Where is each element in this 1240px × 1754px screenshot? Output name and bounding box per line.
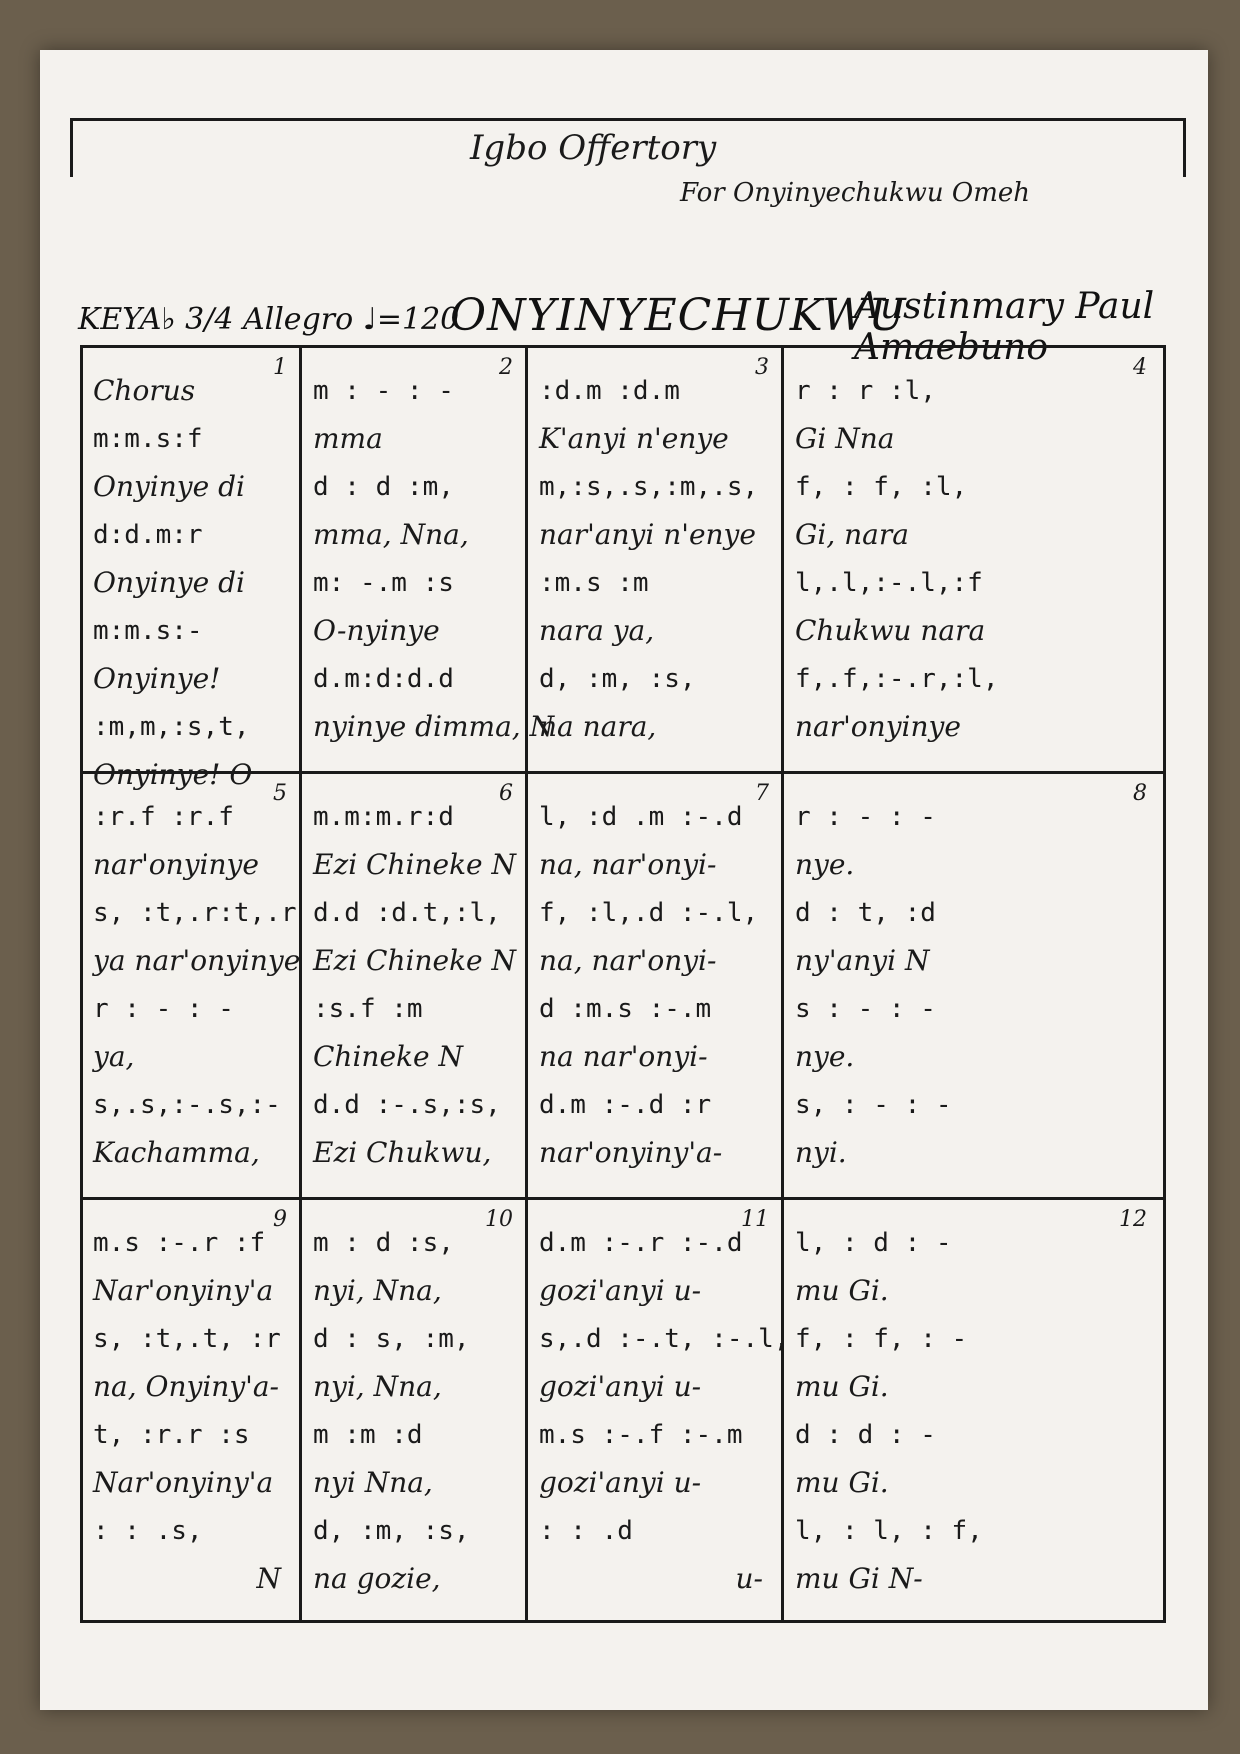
lyric-line: Onyinye! O bbox=[93, 758, 253, 791]
solfa-line: d.m :-.d :r bbox=[539, 1090, 712, 1120]
lyric-line: u- bbox=[735, 1562, 763, 1595]
lyric-line: K'anyi n'enye bbox=[539, 422, 729, 455]
lyric-line: mu Gi. bbox=[795, 1466, 889, 1499]
lyric-line: Nar'onyiny'a bbox=[93, 1466, 274, 1499]
lyric-line: na nar'onyi- bbox=[539, 1040, 708, 1073]
solfa-line: r : - : - bbox=[795, 802, 936, 832]
lyric-line: nyi, Nna, bbox=[313, 1370, 442, 1403]
solfa-line: d, :m, :s, bbox=[539, 664, 696, 694]
measure-5 bbox=[83, 777, 301, 1177]
solfa-line: :r.f :r.f bbox=[93, 802, 234, 832]
grid-line bbox=[83, 1197, 1163, 1200]
measure-3 bbox=[529, 351, 779, 751]
lyric-line: nye. bbox=[795, 1040, 855, 1073]
solfa-line: l,.l,:-.l,:f bbox=[795, 568, 983, 598]
lyric-line: gozi'anyi u- bbox=[539, 1466, 702, 1499]
lyric-line: na gozie, bbox=[313, 1562, 441, 1595]
solfa-line: m.m:m.r:d bbox=[313, 802, 454, 832]
lyric-line: Gi Nna bbox=[795, 422, 895, 455]
solfa-line: m : d :s, bbox=[313, 1228, 454, 1258]
measure-lines bbox=[795, 793, 1151, 1177]
measure-2 bbox=[303, 351, 555, 751]
solfa-line: m:m.s:- bbox=[93, 616, 203, 646]
measure-lines bbox=[795, 367, 1151, 751]
measure-6 bbox=[303, 777, 523, 1177]
measure-lines bbox=[539, 793, 773, 1177]
measure-lines bbox=[795, 1219, 1151, 1603]
measure-lines bbox=[93, 793, 301, 1177]
solfa-line: f,.f,:-.r,:l, bbox=[795, 664, 999, 694]
solfa-line: d.d :-.s,:s, bbox=[313, 1090, 501, 1120]
solfa-line: :m.s :m bbox=[539, 568, 649, 598]
measure-label: Chorus bbox=[93, 374, 196, 407]
solfa-line: d.m :-.r :-.d bbox=[539, 1228, 743, 1258]
measure-number: 9 bbox=[273, 1207, 287, 1232]
measure-7 bbox=[529, 777, 779, 1177]
grid-line bbox=[83, 345, 1163, 348]
measure-number: 7 bbox=[755, 781, 769, 806]
lyric-line: Chineke N bbox=[313, 1040, 463, 1073]
lyric-line: nyinye dimma, N bbox=[313, 710, 555, 743]
measure-number: 11 bbox=[741, 1207, 769, 1232]
solfa-line: s : - : - bbox=[795, 994, 936, 1024]
solfa-line: f, :l,.d :-.l, bbox=[539, 898, 759, 928]
lyric-line: na, nar'onyi- bbox=[539, 944, 717, 977]
measure-8 bbox=[785, 777, 1157, 1177]
lyric-line: Nar'onyiny'a bbox=[93, 1274, 274, 1307]
score-header bbox=[78, 282, 1188, 368]
solfa-line: m,:s,.s,:m,.s, bbox=[539, 472, 759, 502]
measure-number: 2 bbox=[499, 355, 513, 380]
solfa-line: d : s, :m, bbox=[313, 1324, 470, 1354]
lyric-line: nara ya, bbox=[539, 614, 655, 647]
solfa-line: m: -.m :s bbox=[313, 568, 454, 598]
lyric-line: gozi'anyi u- bbox=[539, 1274, 702, 1307]
solfa-line: m : - : - bbox=[313, 376, 454, 406]
grid-line bbox=[525, 345, 528, 1623]
solfa-line: d.m:d:d.d bbox=[313, 664, 454, 694]
solfa-line: m :m :d bbox=[313, 1420, 423, 1450]
lyric-line: nyi, Nna, bbox=[313, 1274, 442, 1307]
measure-4 bbox=[785, 351, 1157, 751]
lyric-line: Onyinye! bbox=[93, 662, 221, 695]
page-subtitle: For Onyinyechukwu Omeh bbox=[680, 178, 1031, 208]
lyric-line: ny'anyi N bbox=[795, 944, 930, 977]
solfa-line: d : t, :d bbox=[795, 898, 936, 928]
measure-lines bbox=[539, 367, 773, 751]
solfa-line: : : .s, bbox=[93, 1516, 203, 1546]
lyric-line: Kachamma, bbox=[93, 1136, 260, 1169]
lyric-line: nar'onyiny'a- bbox=[539, 1136, 723, 1169]
song-title: ONYINYECHUKWU bbox=[450, 290, 907, 341]
measure-lines bbox=[313, 1219, 517, 1603]
measure-lines bbox=[93, 367, 291, 799]
solfa-line: r : r :l, bbox=[795, 376, 936, 406]
lyric-line: mu Gi. bbox=[795, 1370, 889, 1403]
solfa-line: d : d :m, bbox=[313, 472, 454, 502]
measure-10 bbox=[303, 1203, 523, 1603]
solfa-line: f, : f, :l, bbox=[795, 472, 968, 502]
measure-number: 3 bbox=[755, 355, 769, 380]
measure-number: 12 bbox=[1119, 1207, 1147, 1232]
lyric-line: Gi, nara bbox=[795, 518, 909, 551]
lyric-line: na nara, bbox=[539, 710, 657, 743]
solfa-line: t, :r.r :s bbox=[93, 1420, 250, 1450]
lyric-line: O-nyinye bbox=[313, 614, 440, 647]
measure-lines bbox=[313, 793, 517, 1177]
lyric-line: nyi Nna, bbox=[313, 1466, 433, 1499]
measure-number: 1 bbox=[273, 355, 287, 380]
lyric-line: nye. bbox=[795, 848, 855, 881]
lyric-line: nar'onyinye bbox=[795, 710, 961, 743]
lyric-line: gozi'anyi u- bbox=[539, 1370, 702, 1403]
lyric-line: nar'anyi n'enye bbox=[539, 518, 756, 551]
solfa-line: r : - : - bbox=[93, 994, 234, 1024]
solfa-line: d:d.m:r bbox=[93, 520, 203, 550]
measure-lines bbox=[539, 1219, 790, 1603]
grid-line bbox=[83, 1620, 1163, 1623]
solfa-line: f, : f, : - bbox=[795, 1324, 968, 1354]
solfa-line: :d.m :d.m bbox=[539, 376, 680, 406]
lyric-line: mu Gi. bbox=[795, 1274, 889, 1307]
measure-1 bbox=[83, 351, 297, 791]
measure-9 bbox=[83, 1203, 297, 1603]
measure-number: 5 bbox=[273, 781, 287, 806]
solfa-line: d.d :d.t,:l, bbox=[313, 898, 501, 928]
solfa-line: m.s :-.r :f bbox=[93, 1228, 266, 1258]
solfa-line: d, :m, :s, bbox=[313, 1516, 470, 1546]
solfa-line: m:m.s:f bbox=[93, 424, 203, 454]
measure-number: 10 bbox=[485, 1207, 513, 1232]
lyric-line: ya nar'onyinye bbox=[93, 944, 301, 977]
lyric-line: mu Gi N- bbox=[795, 1562, 923, 1595]
lyric-line: nyi. bbox=[795, 1136, 847, 1169]
measure-number: 4 bbox=[1133, 355, 1147, 380]
lyric-line: na, nar'onyi- bbox=[539, 848, 717, 881]
solfa-line: l, : l, : f, bbox=[795, 1516, 983, 1546]
lyric-line: Chukwu nara bbox=[795, 614, 986, 647]
lyric-line: mma, Nna, bbox=[313, 518, 469, 551]
lyric-line: Onyinye di bbox=[93, 566, 245, 599]
composer: Austinmary Paul Amaebuno bbox=[854, 286, 1155, 368]
solfa-line: s,.d :-.t, :-.l, bbox=[539, 1324, 790, 1354]
lyric-line: Ezi Chineke N bbox=[313, 944, 516, 977]
grid-line bbox=[299, 345, 302, 1623]
measure-11 bbox=[529, 1203, 790, 1603]
solfa-line: d :m.s :-.m bbox=[539, 994, 712, 1024]
solfa-line: d : d : - bbox=[795, 1420, 936, 1450]
measure-grid bbox=[80, 345, 1166, 1623]
solfa-line: : : .d bbox=[539, 1516, 633, 1546]
page-title: Igbo Offertory bbox=[470, 128, 717, 168]
solfa-line: :m,m,:s,t, bbox=[93, 712, 250, 742]
lyric-line: ya, bbox=[93, 1040, 135, 1073]
grid-line bbox=[781, 345, 784, 1623]
measure-number: 8 bbox=[1133, 781, 1147, 806]
solfa-line: s, : - : - bbox=[795, 1090, 952, 1120]
solfa-line: m.s :-.f :-.m bbox=[539, 1420, 743, 1450]
measure-lines bbox=[313, 367, 555, 751]
solfa-line: s, :t,.t, :r bbox=[93, 1324, 281, 1354]
solfa-line: l, : d : - bbox=[795, 1228, 952, 1258]
lyric-line: na, Onyiny'a- bbox=[93, 1370, 279, 1403]
solfa-line: s, :t,.r:t,.r bbox=[93, 898, 297, 928]
lyric-line: mma bbox=[313, 422, 383, 455]
key-tempo: KEYA♭ 3/4 Allegro ♩=120 bbox=[78, 302, 460, 337]
lyric-line: Ezi Chineke N bbox=[313, 848, 516, 881]
solfa-line: s,.s,:-.s,:- bbox=[93, 1090, 281, 1120]
measure-12 bbox=[785, 1203, 1157, 1603]
lyric-line: nar'onyinye bbox=[93, 848, 259, 881]
solfa-line: l, :d .m :-.d bbox=[539, 802, 743, 832]
measure-number: 6 bbox=[499, 781, 513, 806]
lyric-line: N bbox=[256, 1562, 281, 1595]
lyric-line: Ezi Chukwu, bbox=[313, 1136, 492, 1169]
solfa-line: :s.f :m bbox=[313, 994, 423, 1024]
measure-lines bbox=[93, 1219, 291, 1603]
lyric-line: Onyinye di bbox=[93, 470, 245, 503]
